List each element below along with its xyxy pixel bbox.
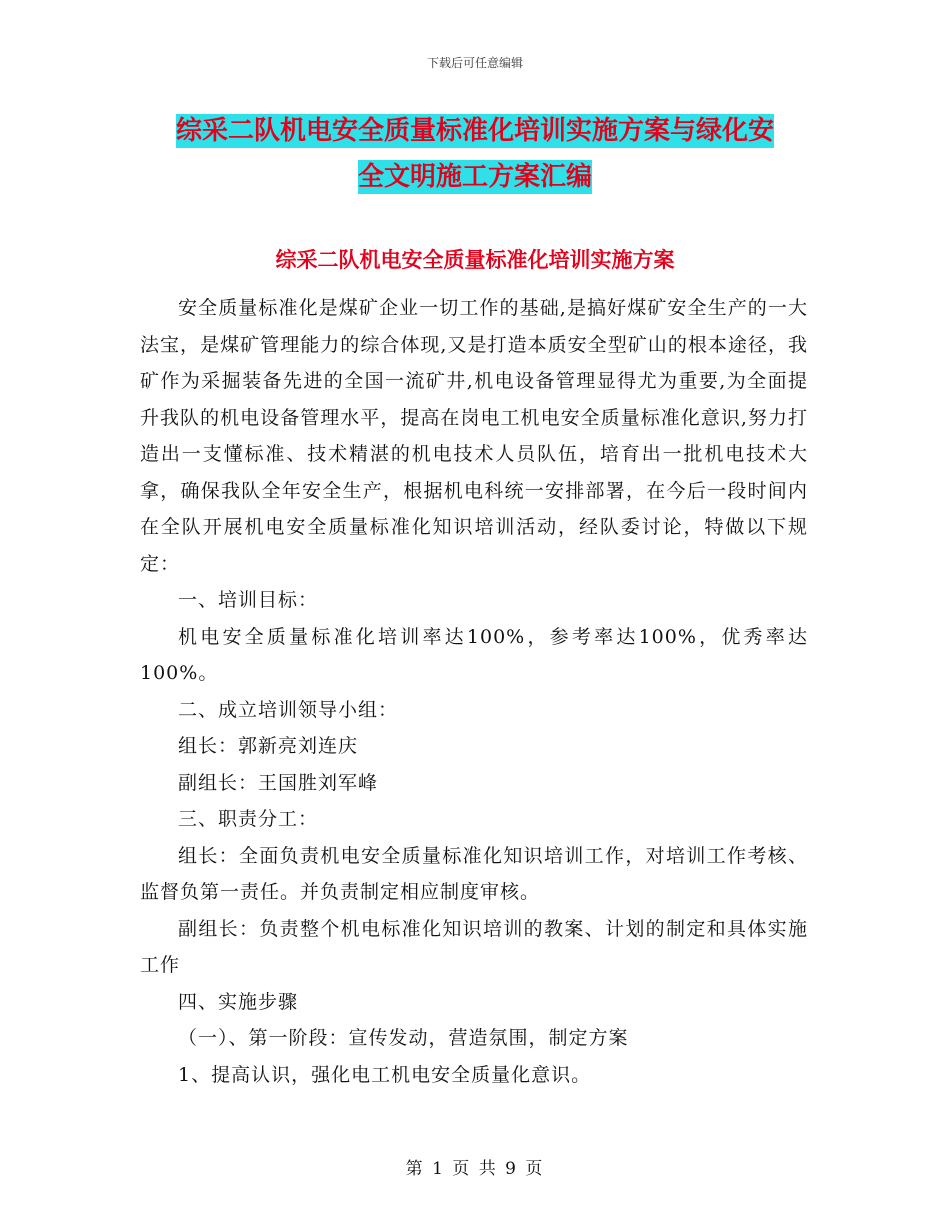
paragraph-deputy-duty: 副组长：负责整个机电标准化知识培训的教案、计划的制定和具体实施工作	[140, 917, 808, 976]
page-footer: 第 1 页 共 9 页	[405, 1159, 545, 1179]
heading-phase-one: （一）、第一阶段：宣传发动，营造氛围，制定方案	[178, 1027, 629, 1049]
paragraph-training-goal: 机电安全质量标准化培训率达100%，参考率达100%，优秀率达100%。	[140, 625, 808, 684]
paragraph-deputy-leader: 副组长：王国胜刘军峰	[178, 771, 379, 794]
heading-leadership-group: 二、成立培训领导小组：	[178, 698, 399, 721]
heading-implementation-steps: 四、实施步骤	[178, 990, 299, 1013]
document-title-line-2: 全文明施工方案汇编	[357, 162, 592, 192]
heading-training-goal: 一、培训目标：	[178, 589, 319, 611]
paragraph-intro: 安全质量标准化是煤矿企业一切工作的基础,是搞好煤矿安全生产的一大法宝，是煤矿管理能力的综合体现,又是打造本质安全型矿山的根本途径，我矿作为采掘装备先进的全国一流矿井,机电设备管理显得尤为重要,为全面提升我队的机电设备管理水平，提高在岗电工机电安全质量标准化意识,努力打造出一支懂标准、技术精湛的机电技术人员队伍，培育出一批机电技术大拿，确保我队全年安全生产，根据机电科统一安排部署，在今后一段时间内在全队开展机电安全质量标准化知识培训活动，经队委讨论，特做以下规定：	[140, 297, 808, 575]
document-body	[140, 290, 808, 1093]
paragraph-group-leader: 组长：郭新亮刘连庆	[178, 735, 359, 757]
heading-responsibilities: 三、职责分工：	[178, 808, 319, 830]
paragraph-step-one: 1、提高认识，强化电工机电安全质量化意识。	[178, 1063, 592, 1086]
header-note: 下载后可任意编辑	[426, 56, 523, 70]
paragraph-leader-duty: 组长：全面负责机电安全质量标准化知识培训工作，对培训工作考核、监督负第一责任。并负责制定相应制度审核。	[140, 844, 808, 903]
section-title: 综采二队机电安全质量标准化培训实施方案	[275, 248, 675, 272]
document-title	[140, 108, 810, 200]
document-title-line-1: 综采二队机电安全质量标准化培训实施方案与绿化安	[175, 116, 774, 146]
